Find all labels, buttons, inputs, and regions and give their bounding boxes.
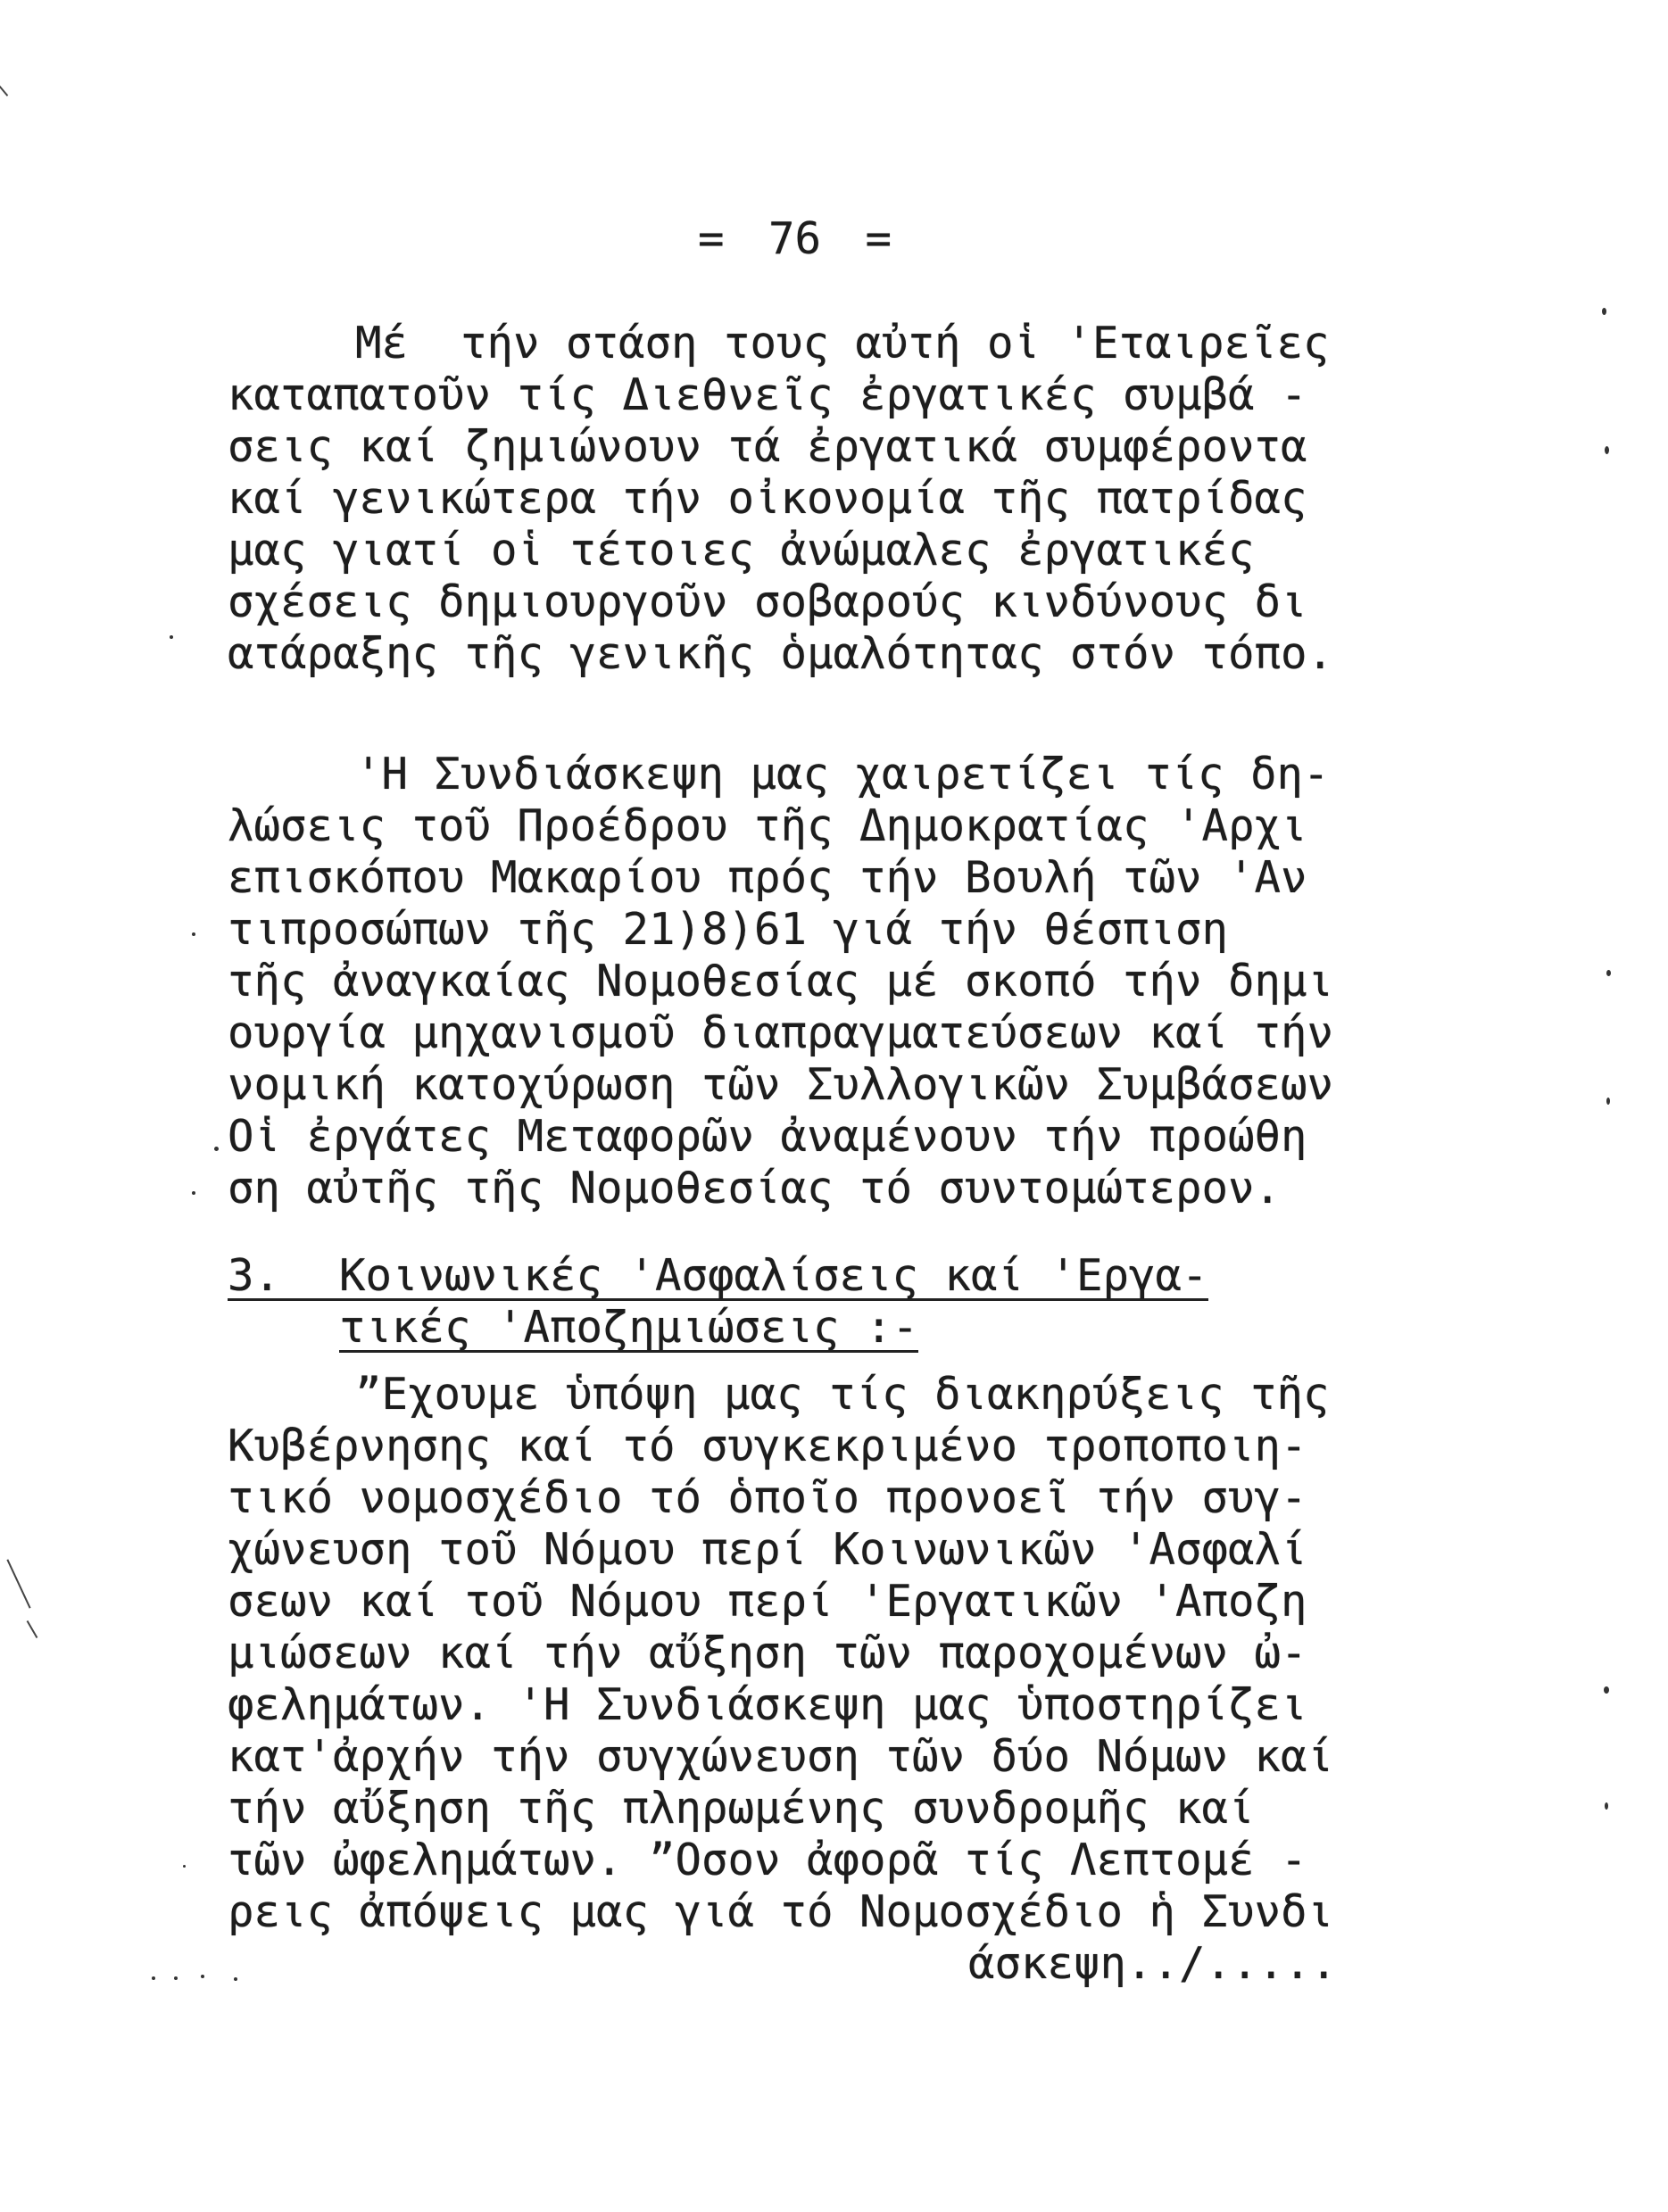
text-line: τῶν ὠφελημάτων. ”Οσον ἀφορᾶ τίς Λεπτομέ -: [228, 1835, 1307, 1885]
text-line: Κυβέρνησης καί τό συγκεκριμένο τροποποιη-: [228, 1421, 1307, 1471]
text-line: σχέσεις δημιουργοῦν σοβαρούς κινδύνους δι: [228, 576, 1307, 627]
text-line: σεις καί ζημιώνουν τά ἐργατικά συμφέροντα: [228, 421, 1307, 472]
text-line: ση αὐτῆς τῆς Νομοθεσίας τό συντομώτερον.: [228, 1163, 1282, 1214]
text-line: λώσεις τοῦ Προέδρου τῆς Δημοκρατίας 'Αρχι: [228, 800, 1307, 851]
text-line: μιώσεων καί τήν αὔξηση τῶν παροχομένων ὠ-: [228, 1628, 1307, 1678]
text-line: επισκόπου Μακαρίου πρός τήν Βουλή τῶν 'Αν: [228, 852, 1307, 903]
text-line: ”Εχουμε ὑπόψη μας τίς διακηρύξεις τῆς: [355, 1369, 1330, 1420]
paragraph-1: [228, 318, 1333, 680]
scan-scratch: [6, 1559, 30, 1608]
section-heading: [228, 1250, 1208, 1354]
text-line: τικό νομοσχέδιο τό ὁποῖο προνοεῖ τήν συγ-: [228, 1472, 1307, 1523]
section-title-line: Κοινωνικές 'Ασφαλίσεις καί 'Εργα-: [339, 1250, 1208, 1301]
scan-speck: [170, 635, 173, 639]
text-line: Οἱ ἐργάτες Μεταφορῶν ἀναμένουν τήν προώθη: [228, 1111, 1307, 1162]
text-line: τῆς ἀναγκαίας Νομοθεσίας μέ σκοπό τήν δημι: [228, 956, 1334, 1007]
paragraph-3: [228, 1369, 1337, 1990]
scan-speck: [152, 1976, 155, 1980]
text-line: καταπατοῦν τίς Διεθνεῖς ἐργατικές συμβά -: [228, 369, 1307, 420]
text-line: φελημάτων. 'Η Συνδιάσκεψη μας ὑποστηρίζει: [228, 1679, 1307, 1730]
section-heading-underline: [228, 1250, 1208, 1301]
scan-speck: [183, 1865, 186, 1868]
scan-speck: [192, 932, 195, 936]
scan-speck: [201, 1975, 204, 1978]
scan-speck: [234, 1977, 237, 1981]
scan-scratch: [27, 1620, 38, 1638]
text-line: νομική κατοχύρωση τῶν Συλλογικῶν Συμβάσεων: [228, 1059, 1334, 1110]
scan-speck: [1604, 1686, 1609, 1694]
scan-speck: [1606, 970, 1611, 976]
scan-speck: [192, 1191, 195, 1195]
section-number: 3.: [228, 1250, 281, 1301]
scan-speck: [1605, 1802, 1608, 1810]
page-number: = 76 =: [698, 213, 892, 264]
scan-speck: [1605, 446, 1609, 454]
text-line: 'Η Συνδιάσκεψη μας χαιρετίζει τίς δη-: [355, 749, 1330, 799]
text-line: τήν αὔξηση τῆς πληρωμένης συνδρομῆς καί: [228, 1783, 1255, 1834]
text-line: ρεις ἀπόψεις μας γιά τό Νομοσχέδιο ἡ Συνδι: [228, 1886, 1334, 1937]
text-line: μας γιατί οἱ τέτοιες ἀνώμαλες ἐργατικές: [228, 525, 1255, 576]
scan-speck: [214, 1147, 219, 1151]
text-line: ατάραξης τῆς γενικῆς ὁμαλότητας στόν τόπο.: [228, 628, 1334, 679]
text-line: τιπροσώπων τῆς 21)8)61 γιά τήν θέσπιση: [228, 904, 1229, 955]
scan-speck: [174, 1976, 178, 1980]
paragraph-2: [228, 749, 1333, 1214]
scan-scratch: [0, 86, 8, 96]
text-line: σεων καί τοῦ Νόμου περί 'Εργατικῶν 'Αποζη: [228, 1576, 1307, 1627]
scan-speck: [1602, 308, 1606, 315]
text-line: άσκεψη../.....: [968, 1938, 1338, 1989]
scan-speck: [1606, 1098, 1610, 1105]
text-line: χώνευση τοῦ Νόμου περί Κοινωνικῶν 'Ασφαλί: [228, 1524, 1307, 1575]
text-line: ουργία μηχανισμοῦ διαπραγματεύσεων καί τήν: [228, 1007, 1334, 1058]
section-title-line: τικές 'Αποζημιώσεις :-: [339, 1302, 919, 1353]
text-line: καί γενικώτερα τήν οἰκονομία τῆς πατρίδας: [228, 473, 1307, 524]
text-line: Μέ τήν στάση τους αὐτή οἱ 'Εταιρεῖες: [355, 318, 1330, 369]
text-line: κατ'ἀρχήν τήν συγχώνευση τῶν δύο Νόμων καί: [228, 1731, 1334, 1782]
